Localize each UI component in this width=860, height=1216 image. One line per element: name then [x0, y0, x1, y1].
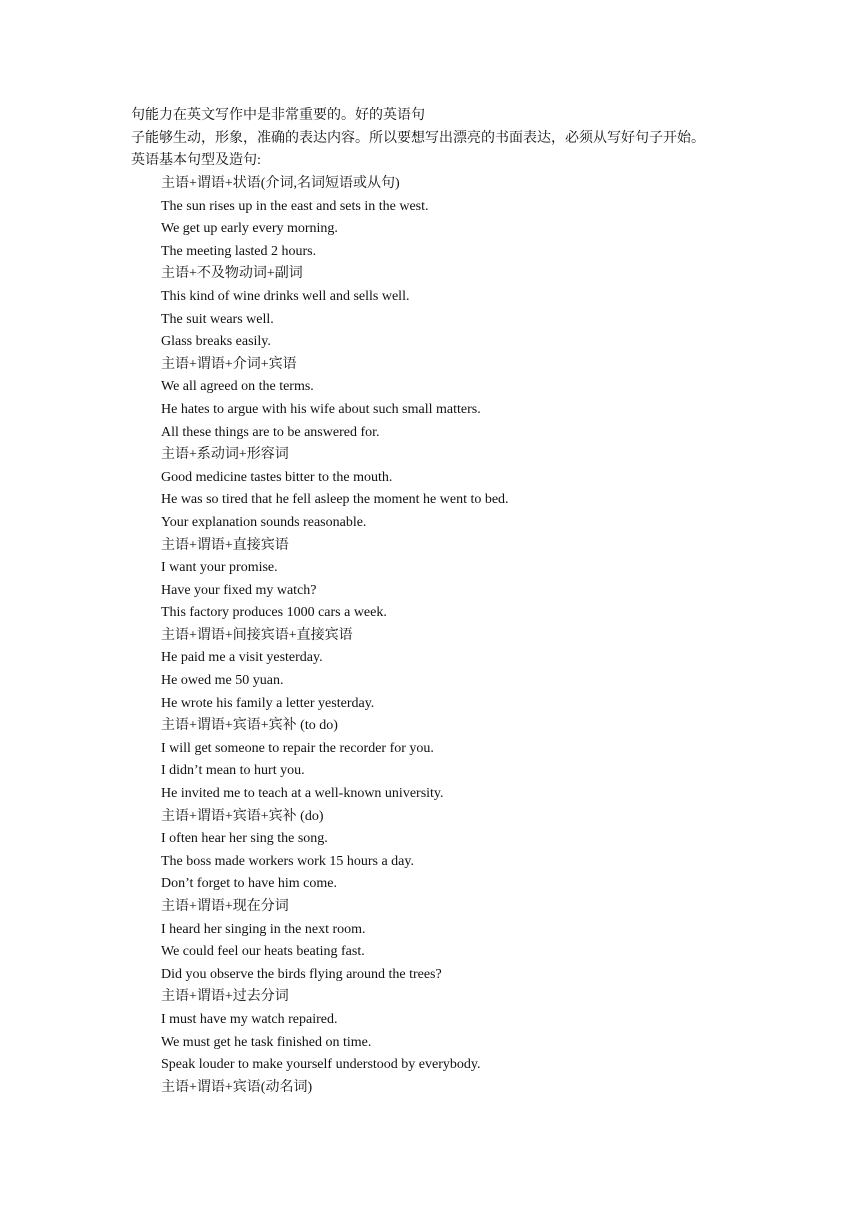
- pattern-heading: 主语+谓语+宾语+宾补 (do): [161, 808, 324, 824]
- pattern-heading: 主语+不及物动词+副词: [161, 266, 303, 282]
- example-sentence: Don’t forget to have him come.: [161, 876, 337, 892]
- example-sentence: Have your fixed my watch?: [161, 582, 317, 598]
- example-sentence: The boss made workers work 15 hours a day.: [161, 853, 414, 869]
- intro-paragraph: [131, 105, 791, 173]
- pattern-heading: 主语+谓语+直接宾语: [161, 537, 289, 553]
- example-sentence: I must have my watch repaired.: [161, 1011, 338, 1027]
- example-sentence: I often hear her sing the song.: [161, 831, 328, 847]
- example-sentence: He paid me a visit yesterday.: [161, 650, 323, 666]
- example-sentence: He wrote his family a letter yesterday.: [161, 695, 375, 711]
- example-sentence: I want your promise.: [161, 560, 278, 576]
- example-sentence: He was so tired that he fell asleep the moment he went to bed.: [161, 492, 509, 508]
- example-sentence: This factory produces 1000 cars a week.: [161, 605, 387, 621]
- example-sentence: Your explanation sounds reasonable.: [161, 514, 367, 530]
- example-sentence: He hates to argue with his wife about such small matters.: [161, 401, 481, 417]
- pattern-heading: 主语+谓语+间接宾语+直接宾语: [161, 627, 353, 643]
- example-sentence: We all agreed on the terms.: [161, 379, 314, 395]
- pattern-heading: 主语+谓语+状语(介词,名词短语或从句): [161, 176, 400, 191]
- example-sentence: Speak louder to make yourself understood by everybody.: [161, 1057, 481, 1073]
- sentence-patterns: [161, 173, 801, 1099]
- intro-line-3: 英语基本句型及造句:: [131, 153, 261, 169]
- pattern-heading: 主语+谓语+过去分词: [161, 989, 289, 1005]
- example-sentence: I heard her singing in the next room.: [161, 921, 366, 937]
- intro-line-1: 句能力在英文写作中是非常重要的。好的英语句: [131, 108, 425, 123]
- example-sentence: We must get he task finished on time.: [161, 1034, 372, 1050]
- example-sentence: We could feel our heats beating fast.: [161, 944, 365, 960]
- example-sentence: The sun rises up in the east and sets in the west.: [161, 198, 429, 214]
- pattern-heading: 主语+谓语+宾语(动名词): [161, 1079, 313, 1095]
- example-sentence: Did you observe the birds flying around the trees?: [161, 966, 442, 982]
- example-sentence: He owed me 50 yuan.: [161, 673, 284, 689]
- intro-line-2: 子能够生动，形象，准确的表达内容。所以要想写出漂亮的书面表达，必须从写好句子开始。: [131, 130, 705, 146]
- pattern-heading: 主语+谓语+现在分词: [161, 899, 289, 914]
- example-sentence: All these things are to be answered for.: [161, 424, 380, 440]
- pattern-heading: 主语+谓语+介词+宾语: [161, 356, 297, 372]
- pattern-heading: 主语+谓语+宾语+宾补 (to do): [161, 718, 338, 734]
- example-sentence: Good medicine tastes bitter to the mouth.: [161, 469, 393, 485]
- example-sentence: This kind of wine drinks well and sells well.: [161, 288, 410, 304]
- example-sentence: The suit wears well.: [161, 311, 274, 327]
- example-sentence: He invited me to teach at a well-known university.: [161, 786, 444, 802]
- example-sentence: Glass breaks easily.: [161, 334, 271, 350]
- example-sentence: We get up early every morning.: [161, 221, 338, 237]
- example-sentence: The meeting lasted 2 hours.: [161, 243, 317, 259]
- pattern-heading: 主语+系动词+形容词: [161, 447, 289, 463]
- example-sentence: I didn’t mean to hurt you.: [161, 763, 305, 779]
- example-sentence: I will get someone to repair the recorder for you.: [161, 740, 434, 756]
